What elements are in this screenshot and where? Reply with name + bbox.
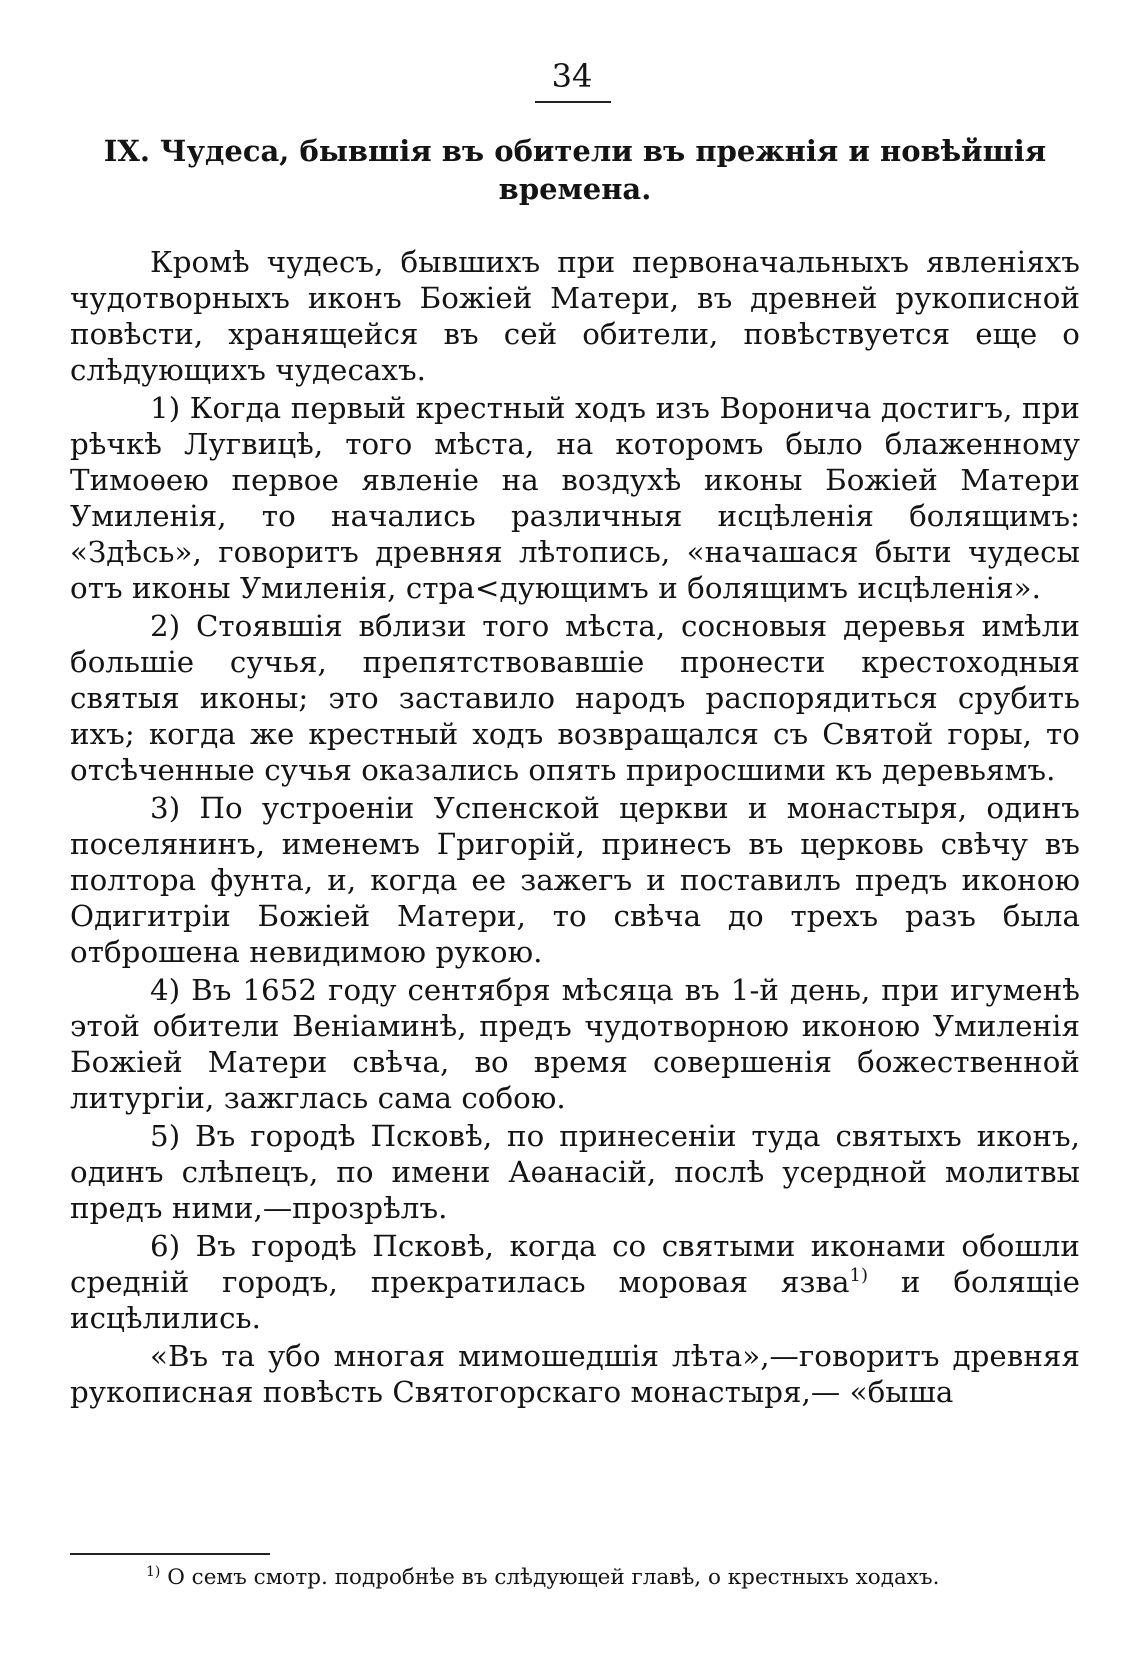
paragraph-miracle-6 [70,1228,1080,1336]
footnote-text: О семъ смотр. подробнѣе въ слѣдующей главѣ, о крестныхъ ходахъ. [160,1565,940,1590]
paragraph-miracle-3: 3) По устроеніи Успенской церкви и монастыря, одинъ поселянинъ, именемъ Григорій, принесъ въ церковь свѣчу въ полтора фунта, и, когда ее зажегъ и поставилъ предъ иконою Одигитріи Божіей Матери, то свѣча до трехъ разъ была отброшена невидимою рукою. [70,791,1080,969]
paragraph-intro: Кромѣ чудесъ, бывшихъ при первоначальныхъ явленіяхъ чудотворныхъ иконъ Божіей Матери, въ древней рукописной повѣсти, хранящейся въ сей обители, повѣствуется еще о слѣдующихъ чудесахъ. [70,245,1080,387]
paragraph-miracle-6-text: 6) Въ городѣ Псковѣ, когда со святыми иконами обошли средній городъ, прекратилась моровая язва [70,1229,1080,1299]
body-text [70,244,1080,1412]
chapter-title: IX. Чудеса, бывшія въ обители въ прежнія и новѣйшія времена. [103,134,1047,206]
paragraph-miracle-2: 2) Стоявшія вблизи того мѣста, сосновыя деревья имѣли большіе сучья, препятствовавшіе пронести крестоходныя святыя иконы; это заставило народъ распорядиться срубить ихъ; когда же крестный ходъ возвращался съ Святой горы, то отсѣченные сучья оказались опять приросшими къ деревьямъ. [70,609,1080,787]
footnote [70,1562,1080,1594]
paragraph-chronicle-quote: «Въ та убо многая мимошедшія лѣта»,—говоритъ древняя рукописная повѣсть Святогорскаго монастыря,— «быша [70,1339,1080,1409]
paragraph-miracle-5: 5) Въ городѣ Псковѣ, по принесеніи туда святыхъ иконъ, одинъ слѣпецъ, по имени Аѳанасій, послѣ усердной молитвы предъ ними,—прозрѣлъ. [70,1119,1080,1225]
paragraph-miracle-1: 1) Когда первый крестный ходъ изъ Воронича достигъ, при рѣчкѣ Лугвицѣ, того мѣста, на которомъ было блаженному Тимоѳею первое явленіе на воздухѣ иконы Божіей Матери Умиленія, то начались различныя исцѣленія болящимъ: «Здѣсь», говоритъ древняя лѣтопись, «начашася быти чудесы отъ иконы Умиленія, стра<дующимъ и болящимъ исцѣленія». [70,391,1080,605]
footnote-marker: 1) [146,1563,161,1580]
paragraph-miracle-4: 4) Въ 1652 году сентября мѣсяца въ 1-й день, при игуменѣ этой обители Веніаминѣ, предъ чудотворною иконою Умиленія Божіей Матери свѣча, во время совершенія божественной литургіи, зажглась сама собою. [70,973,1080,1115]
page-number-rule [535,101,611,103]
footnote-rule [70,1553,270,1555]
footnote-reference: 1) [849,1265,869,1287]
paragraph-miracle-6-tail: и болящіе исцѣлились. [70,1265,1080,1335]
page-number: 34 [551,57,593,95]
